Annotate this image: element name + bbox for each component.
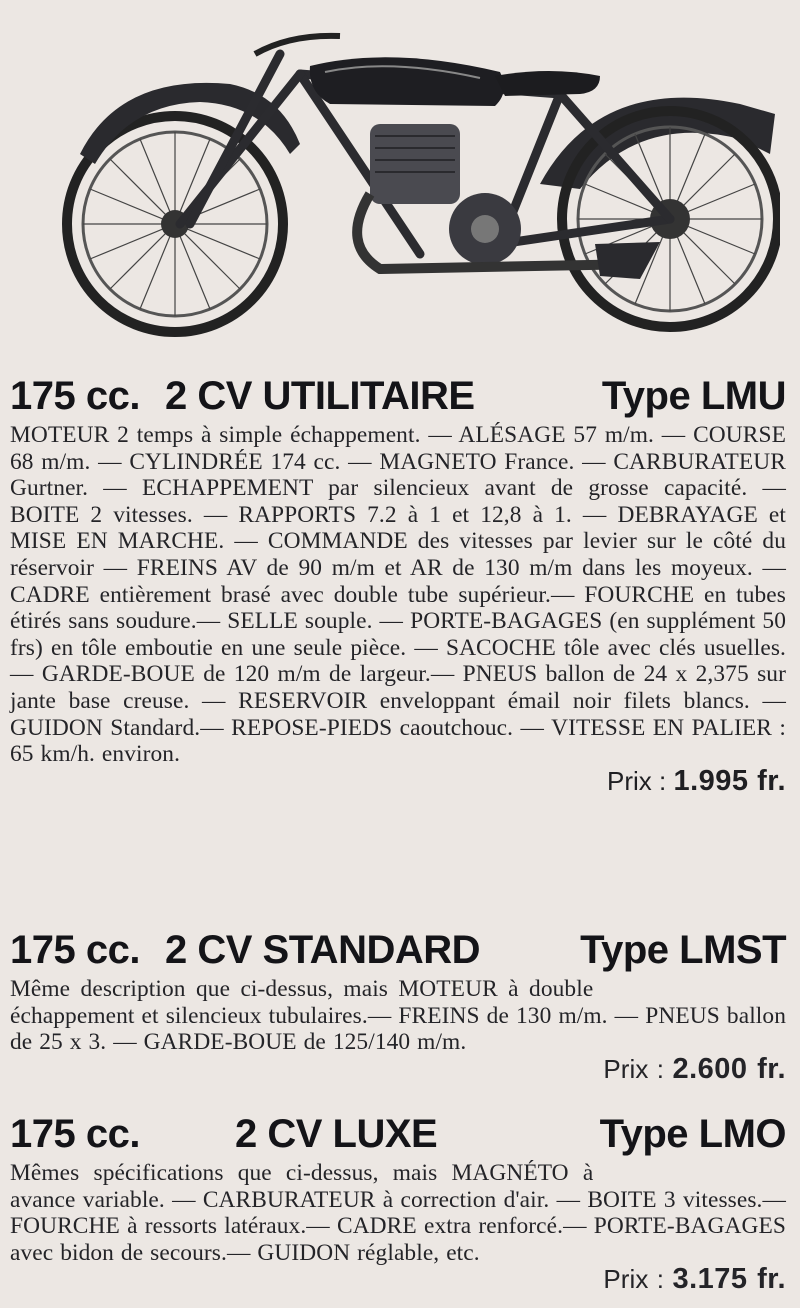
model-description: MOTEUR 2 temps à simple échappement. — ALÉSAGE 57 m/m. — COURSE 68 m/m. — CYLINDRÉE 174 cc. — MAGNETO France. — CARBURATEUR Gurtner. — ECHAPPEMENT par silencieux avant de grosse capacité. — BOITE 2 vitesses. — RAPPORTS 7.2 à 1 et 12,8 à 1. — DEBRAYAGE et MISE EN MARCHE. — COMMANDE des vitesses par levier sur le côté du réservoir — FREINS AV de 90 m/m et AR de 130 m/m dans les moyeux. — CADRE entièrement brasé avec double tube supérieur.— FOURCHE en tubes étirés sans soudure.— SELLE souple. — PORTE-BAGAGES (en supplément 50 frs) en tôle emboutie en une seule pièce. — SACOCHE tôle avec clés usuelles.— GARDE-BOUE de 120 m/m de largeur.— PNEUS ballon de 24 x 2,375 sur jante base creuse. — RESERVOIR enveloppant émail noir filets blancs. — GUIDON Standard.— REPOSE-PIEDS caoutchouc. — VITESSE EN PALIER : 65 km/h. environ. [10, 422, 786, 768]
price [603, 1263, 786, 1295]
price-value: 2.600 fr. [672, 1053, 786, 1085]
model-name: 2 CV STANDARD [165, 928, 481, 972]
motorcycle-illustration [40, 14, 780, 344]
model-type: Type LMO [599, 1112, 786, 1156]
model-heading [10, 924, 786, 976]
displacement-label: 175 cc. [10, 1112, 140, 1156]
model-standard [10, 924, 786, 1085]
model-description [10, 976, 786, 1085]
price [607, 764, 786, 797]
price [603, 1053, 786, 1085]
model-luxe [10, 1108, 786, 1295]
price-label: Prix : [607, 765, 667, 796]
price-line [10, 764, 786, 802]
price-label: Prix : [603, 1054, 665, 1084]
model-heading [10, 370, 786, 422]
model-name: 2 CV UTILITAIRE [165, 374, 475, 418]
model-description-text: Même description que ci-dessus, mais MOTEUR à double échappement et silencieux tubulaires.— FREINS de 130 m/m. — PNEUS ballon de 25 x 3. — GARDE-BOUE de 125/140 m/m. [10, 976, 786, 1056]
model-heading [10, 1108, 786, 1160]
model-description-text: Mêmes spécifications que ci-dessus, mais MAGNÉTO à avance variable. — CARBURATEUR à correction d'air. — BOITE 3 vitesses.— FOURCHE à ressorts latéraux.— CADRE extra renforcé.— PORTE-BAGAGES avec bidon de secours.— GUIDON réglable, etc. [10, 1160, 786, 1266]
model-type: Type LMST [580, 928, 786, 972]
displacement-label: 175 cc. [10, 374, 140, 418]
model-utilitaire [10, 370, 786, 802]
model-type: Type LMU [601, 374, 786, 418]
model-name: 2 CV LUXE [235, 1112, 438, 1156]
price-value: 3.175 fr. [672, 1263, 786, 1295]
model-description [10, 1160, 786, 1295]
price-value: 1.995 fr. [673, 764, 786, 797]
price-label: Prix : [603, 1264, 665, 1294]
displacement-label: 175 cc. [10, 928, 140, 972]
